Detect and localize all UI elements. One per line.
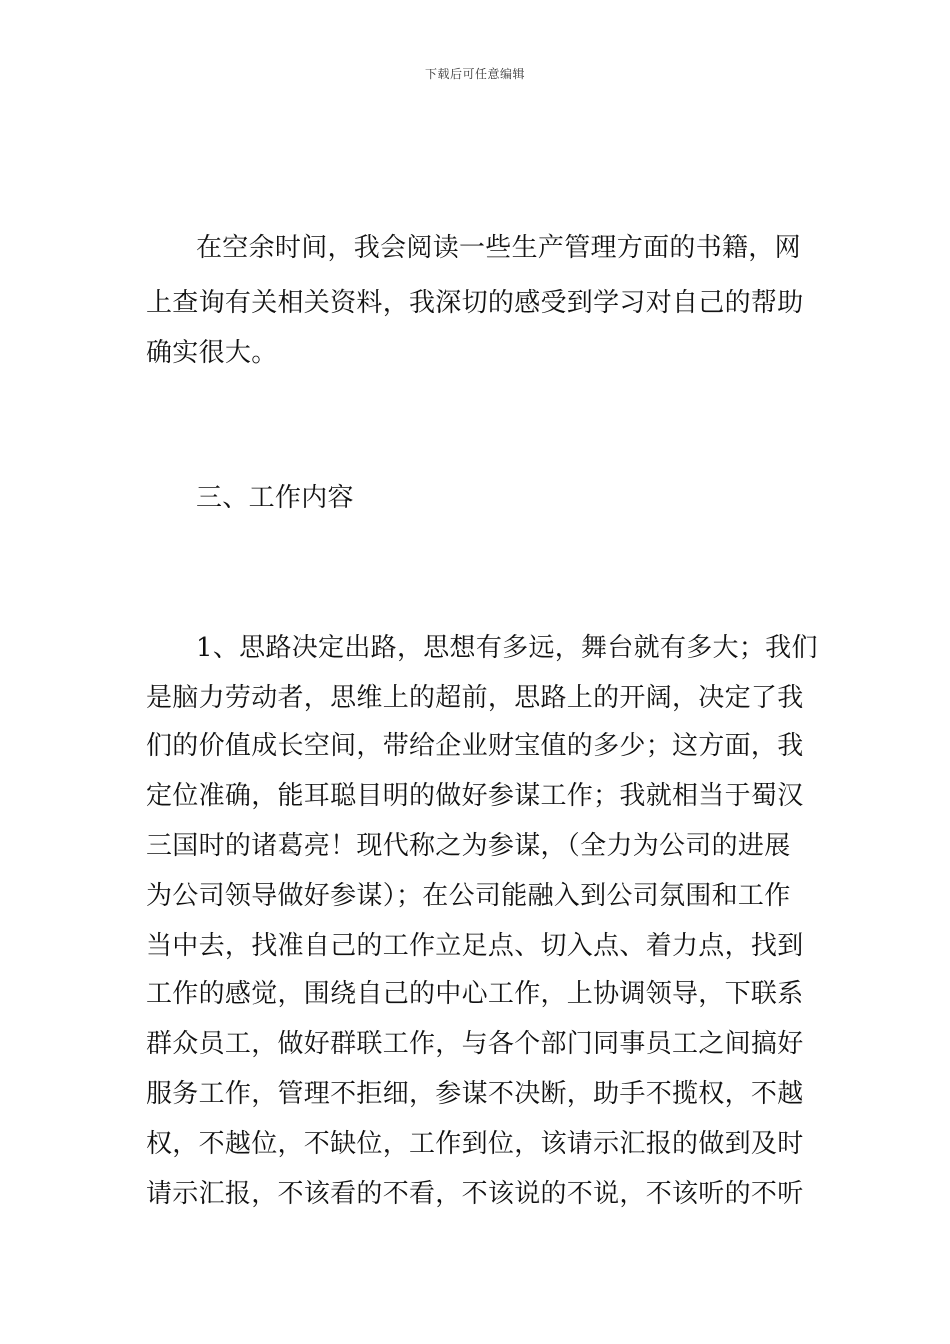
header-note: 下载后可任意编辑 [424,67,525,81]
paragraph-2-line: 1、思路决定出路，思想有多远，舞台就有多大；我们 [196,633,818,663]
paragraph-2-line: 为公司领导做好参谋）；在公司能融入到公司氛围和工作 [146,881,791,911]
paragraph-2-line: 们的价值成长空间，带给企业财宝值的多少；这方面，我 [146,731,804,761]
paragraph-2-line: 定位准确，能耳聪目明的做好参谋工作；我就相当于蜀汉 [146,781,804,811]
paragraph-2-line: 请示汇报，不该看的不看，不该说的不说，不该听的不听 [146,1179,804,1209]
paragraph-1-line: 确实很大。 [146,338,278,368]
paragraph-1-line: 上查询有关相关资料，我深切的感受到学习对自己的帮助 [146,288,804,318]
paragraph-2-line: 是脑力劳动者，思维上的超前，思路上的开阔，决定了我 [146,683,804,713]
paragraph-2-line: 服务工作，管理不拒细，参谋不决断，助手不揽权，不越 [146,1079,804,1109]
paragraph-2-line: 当中去，找准自己的工作立足点、切入点、着力点，找到 [146,931,804,961]
paragraph-2-line: 群众员工，做好群联工作，与各个部门同事员工之间搞好 [146,1029,804,1059]
paragraph-2-line: 工作的感觉，围绕自己的中心工作，上协调领导，下联系 [146,979,804,1009]
paragraph-2-line: 权，不越位，不缺位，工作到位，该请示汇报的做到及时 [146,1129,804,1159]
section-heading: 三、工作内容 [196,483,354,513]
paragraph-1-line: 在空余时间，我会阅读一些生产管理方面的书籍，网 [196,233,801,263]
paragraph-2-line: 三国时的诸葛亮！现代称之为参谋，（全力为公司的进展 [146,831,791,861]
